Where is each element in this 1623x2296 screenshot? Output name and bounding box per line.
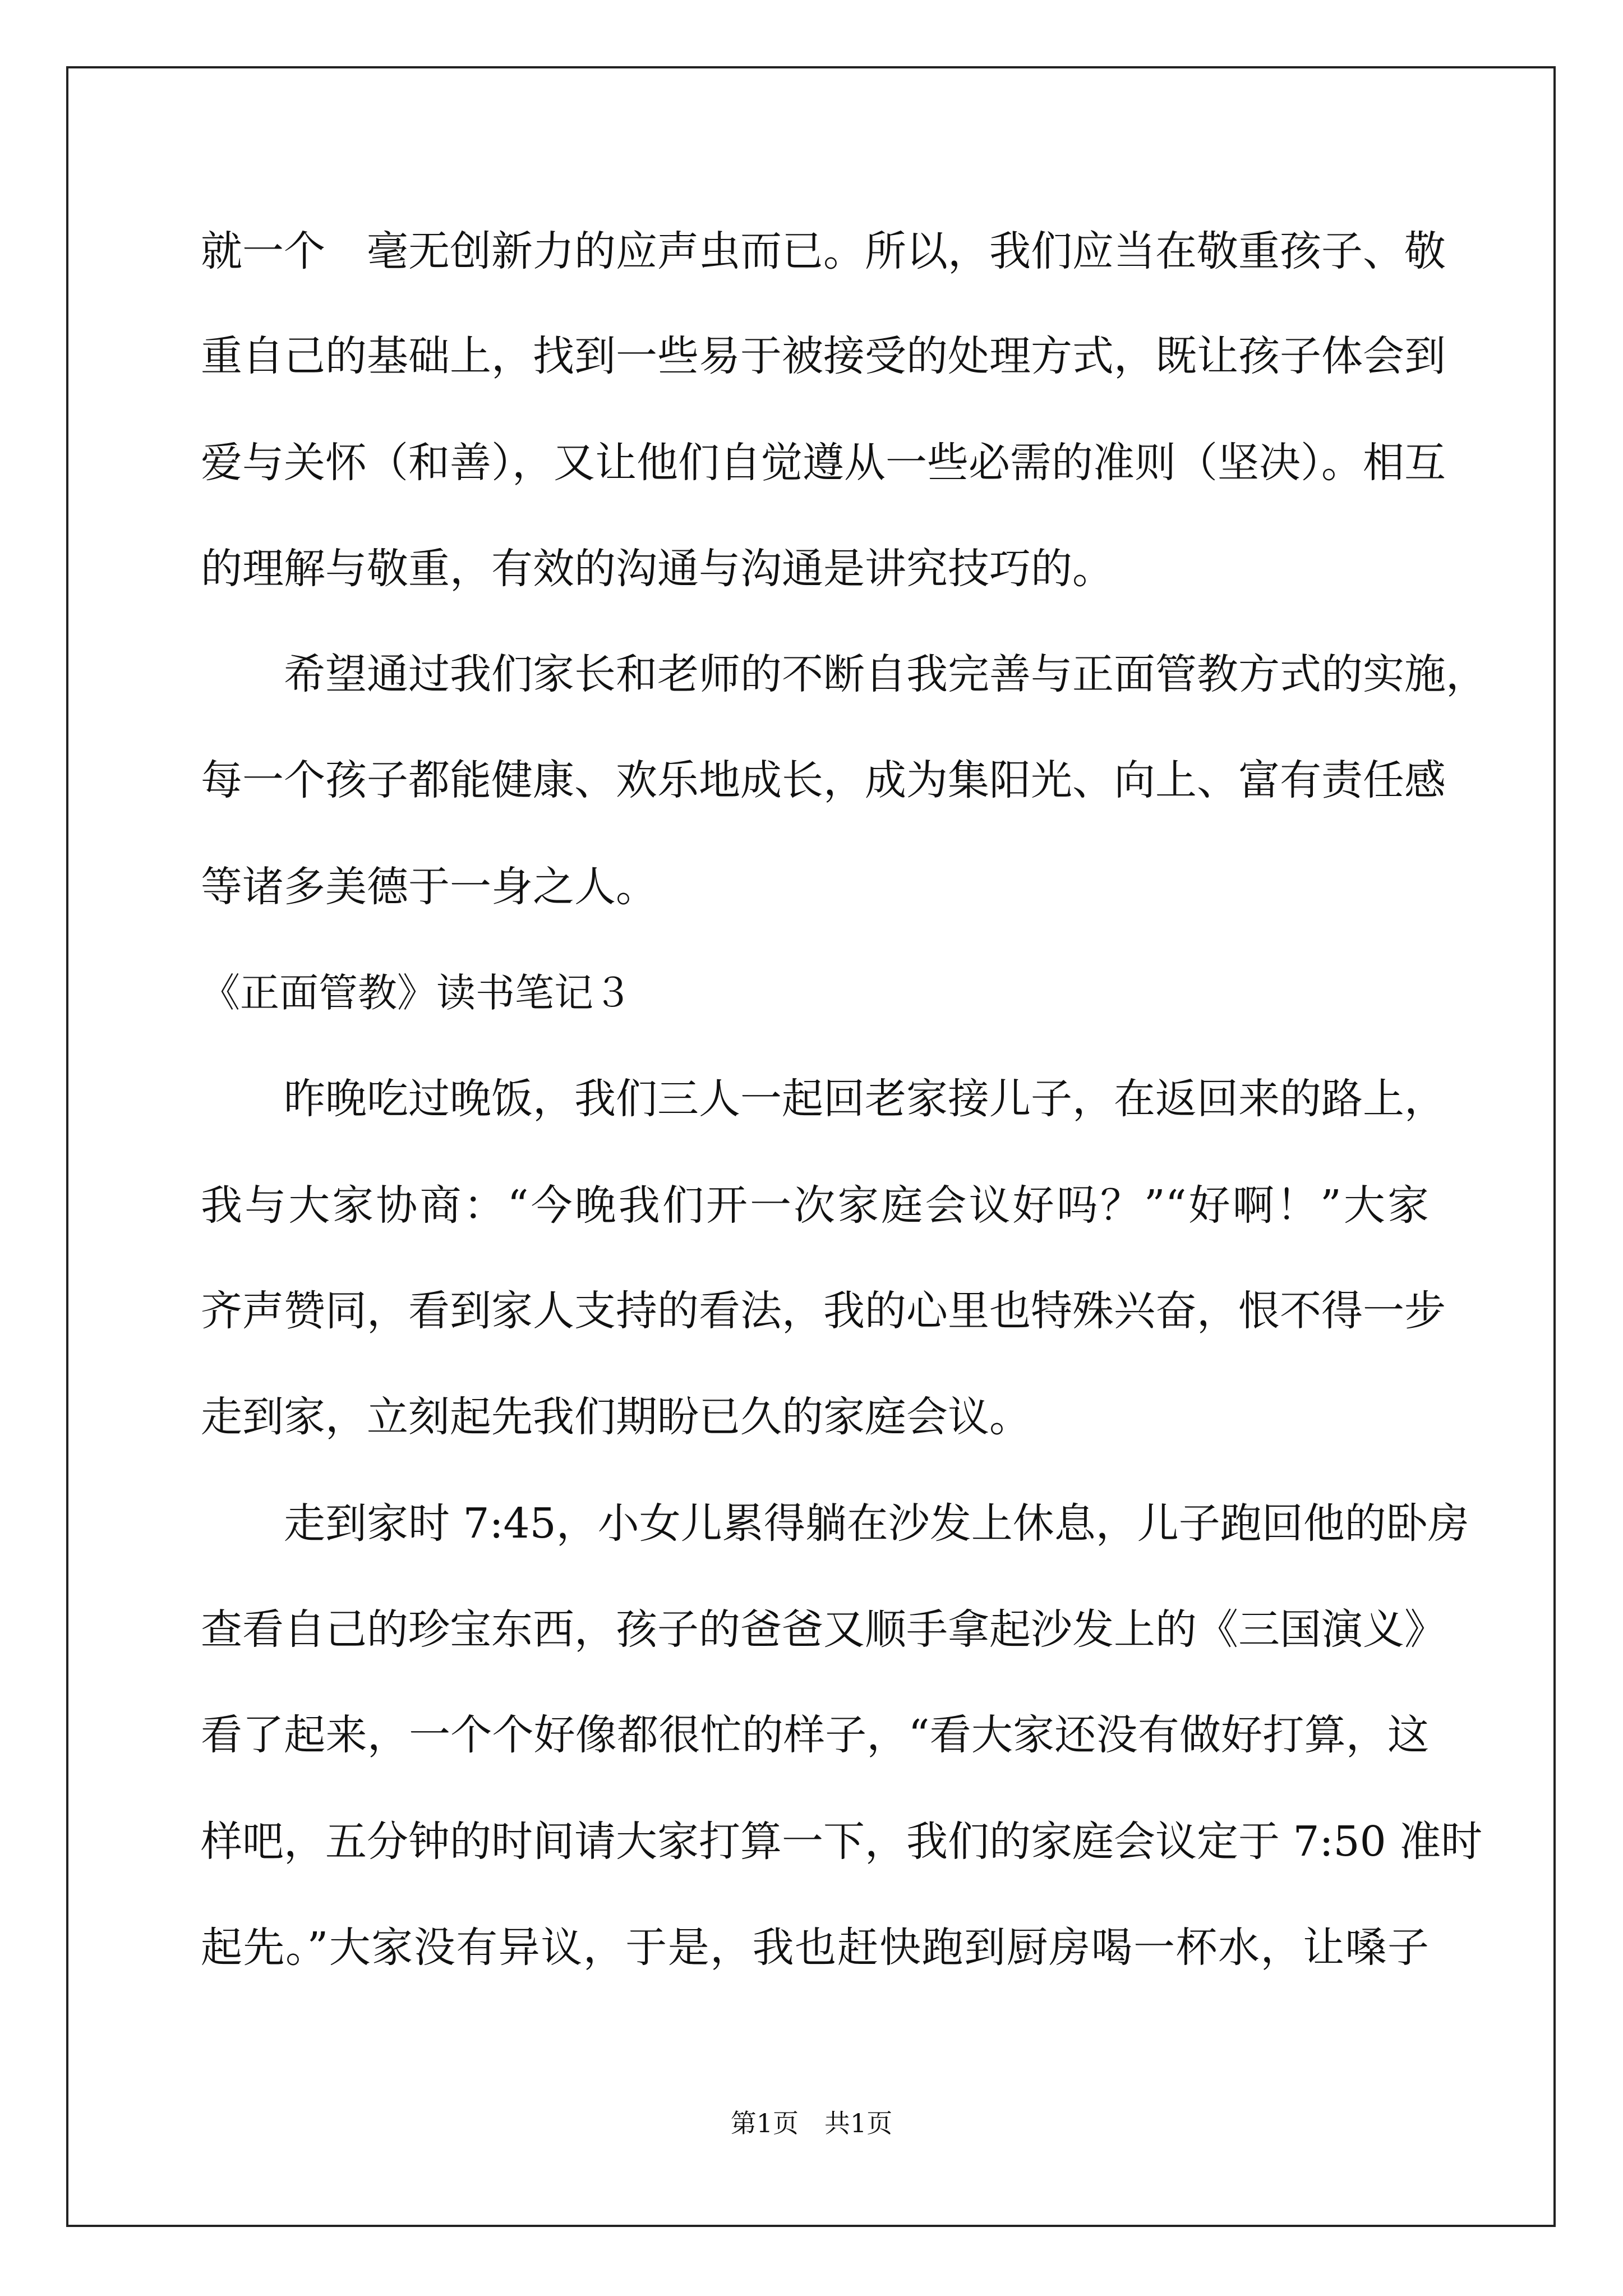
paragraph-line: 重自己的基础上，找到一些易于被接受的处理方式，既让孩子体会到	[201, 332, 1446, 380]
paragraph-line: 的理解与敬重，有效的沟通与沟通是讲究技巧的。	[201, 545, 1114, 593]
paragraph-line: 昨晚吃过晚饭，我们三人一起回老家接儿子，在返回来的路上，	[284, 1075, 1446, 1123]
section-heading: 《正面管教》读书笔记３	[201, 970, 633, 1016]
paragraph-line: 走到家时 7:45，小女儿累得躺在沙发上休息，儿子跑回他的卧房	[284, 1499, 1469, 1548]
page-border	[66, 66, 1556, 2227]
paragraph-line: 等诸多美德于一身之人。	[201, 863, 657, 911]
paragraph-line: 就一个 毫无创新力的应声虫而已。所以，我们应当在敬重孩子、敬	[201, 227, 1446, 275]
paragraph-line: 看了起来，一个个好像都很忙的样子，“看大家还没有做好打算，这	[201, 1711, 1429, 1759]
paragraph-line: 爱与关怀（和善），又让他们自觉遵从一些必需的准则（坚决）。相互	[201, 439, 1446, 487]
paragraph-line: 走到家，立刻起先我们期盼已久的家庭会议。	[201, 1393, 1031, 1441]
paragraph-line: 查看自己的珍宝东西，孩子的爸爸又顺手拿起沙发上的《三国演义》	[201, 1605, 1446, 1654]
paragraph-line: 每一个孩子都能健康、欢乐地成长，成为集阳光、向上、富有责任感	[201, 756, 1446, 804]
paragraph-line: 我与大家协商：“今晚我们开一次家庭会议好吗？”“好啊！”大家	[201, 1181, 1429, 1230]
page-footer: 第1页 共1页	[730, 2108, 893, 2138]
paragraph-line: 希望通过我们家长和老师的不断自我完善与正面管教方式的实施，	[284, 650, 1487, 698]
paragraph-line: 样吧，五分钟的时间请大家打算一下，我们的家庭会议定于 7:50 准时	[201, 1818, 1483, 1866]
paragraph-line: 齐声赞同，看到家人支持的看法，我的心里也特殊兴奋，恨不得一步	[201, 1287, 1446, 1335]
paragraph-line: 起先。”大家没有异议，于是，我也赶快跑到厨房喝一杯水，让嗓子	[201, 1924, 1429, 1972]
